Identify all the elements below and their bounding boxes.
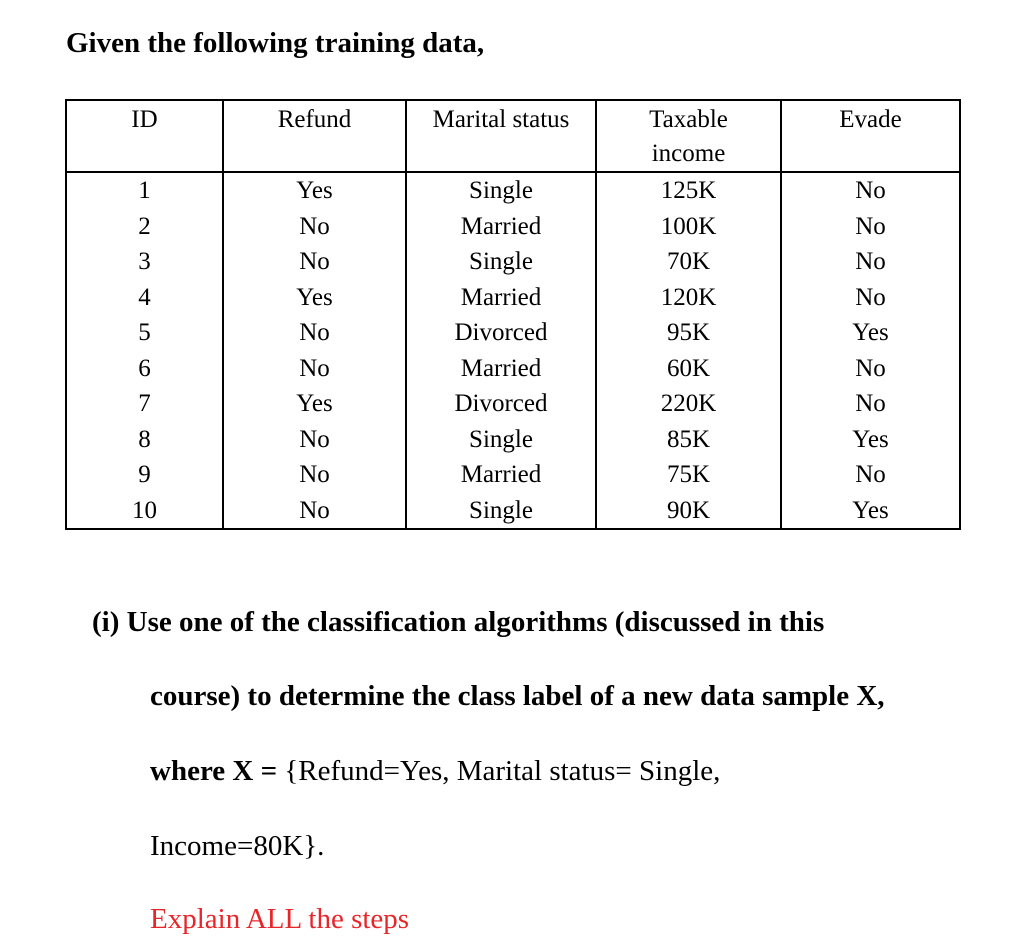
page-heading: Given the following training data, xyxy=(66,27,485,59)
cell-evade: No xyxy=(781,457,960,493)
cell-marital-status: Divorced xyxy=(406,315,596,351)
cell-marital-status: Married xyxy=(406,280,596,316)
training-data-table xyxy=(65,99,961,530)
cell-taxable-income: 120K xyxy=(596,280,781,316)
cell-taxable-income: 60K xyxy=(596,351,781,387)
question-where-label: where X = xyxy=(150,755,278,787)
table-row xyxy=(66,244,960,280)
cell-refund: No xyxy=(223,315,406,351)
cell-id: 7 xyxy=(66,386,223,422)
cell-evade: No xyxy=(781,244,960,280)
cell-id: 5 xyxy=(66,315,223,351)
table-row xyxy=(66,457,960,493)
question-line-1: (i) Use one of the classification algorithms (discussed in this xyxy=(92,606,825,638)
table-row xyxy=(66,209,960,245)
cell-id: 4 xyxy=(66,280,223,316)
question-line-4: Income=80K}. xyxy=(150,830,325,862)
cell-refund: No xyxy=(223,422,406,458)
cell-marital-status: Married xyxy=(406,351,596,387)
cell-taxable-income: 100K xyxy=(596,209,781,245)
table-row xyxy=(66,351,960,387)
cell-evade: Yes xyxy=(781,422,960,458)
table-header-row xyxy=(66,100,960,172)
table-row xyxy=(66,422,960,458)
cell-refund: No xyxy=(223,351,406,387)
cell-marital-status: Married xyxy=(406,457,596,493)
header-marital-status: Marital status xyxy=(406,100,596,172)
cell-refund: No xyxy=(223,493,406,530)
table-body xyxy=(66,172,960,529)
cell-refund: Yes xyxy=(223,386,406,422)
header-id: ID xyxy=(66,100,223,172)
cell-evade: No xyxy=(781,351,960,387)
cell-taxable-income: 75K xyxy=(596,457,781,493)
cell-refund: No xyxy=(223,457,406,493)
cell-id: 6 xyxy=(66,351,223,387)
cell-evade: No xyxy=(781,172,960,209)
cell-id: 2 xyxy=(66,209,223,245)
cell-id: 9 xyxy=(66,457,223,493)
cell-marital-status: Married xyxy=(406,209,596,245)
question-line-3 xyxy=(150,755,720,788)
cell-taxable-income: 90K xyxy=(596,493,781,530)
cell-taxable-income: 70K xyxy=(596,244,781,280)
cell-id: 3 xyxy=(66,244,223,280)
cell-taxable-income: 85K xyxy=(596,422,781,458)
cell-marital-status: Divorced xyxy=(406,386,596,422)
cell-id: 8 xyxy=(66,422,223,458)
cell-evade: Yes xyxy=(781,315,960,351)
cell-id: 10 xyxy=(66,493,223,530)
question-line-2: course) to determine the class label of a new data sample X, xyxy=(150,680,885,712)
cell-refund: No xyxy=(223,244,406,280)
cell-marital-status: Single xyxy=(406,422,596,458)
cell-refund: No xyxy=(223,209,406,245)
cell-taxable-income: 95K xyxy=(596,315,781,351)
table-row xyxy=(66,493,960,530)
cell-evade: No xyxy=(781,280,960,316)
header-taxable-income: Taxable income xyxy=(596,100,781,172)
table-row xyxy=(66,386,960,422)
cell-refund: Yes xyxy=(223,280,406,316)
cell-taxable-income: 125K xyxy=(596,172,781,209)
cell-marital-status: Single xyxy=(406,172,596,209)
table-row xyxy=(66,172,960,209)
cell-marital-status: Single xyxy=(406,244,596,280)
cell-evade: No xyxy=(781,386,960,422)
cell-refund: Yes xyxy=(223,172,406,209)
cell-evade: Yes xyxy=(781,493,960,530)
question-sample-values: {Refund=Yes, Marital status= Single, xyxy=(277,755,721,787)
cell-marital-status: Single xyxy=(406,493,596,530)
table-row xyxy=(66,280,960,316)
instruction-text: Explain ALL the steps xyxy=(150,903,410,935)
table-row xyxy=(66,315,960,351)
cell-evade: No xyxy=(781,209,960,245)
header-evade: Evade xyxy=(781,100,960,172)
cell-id: 1 xyxy=(66,172,223,209)
cell-taxable-income: 220K xyxy=(596,386,781,422)
header-refund: Refund xyxy=(223,100,406,172)
